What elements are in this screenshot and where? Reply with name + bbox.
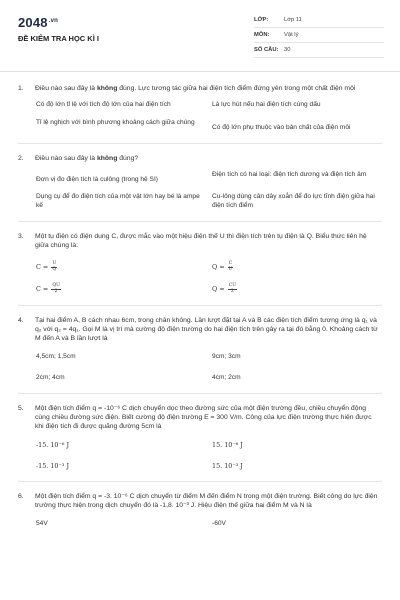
meta-subject (254, 30, 384, 43)
meta-class (254, 15, 384, 28)
logo-text: 2048 (18, 15, 48, 30)
answer-option-d[interactable]: 4cm; 2cm (212, 373, 241, 381)
answer-option-a[interactable]: 54V (36, 519, 48, 527)
question-6 (18, 492, 382, 529)
answer-option-b[interactable]: Q = $\frac{C}{U}$ (212, 261, 233, 272)
question-number: 3. (18, 232, 24, 240)
meta-count-value: 30 (284, 47, 291, 54)
answer-option-a[interactable]: Đơn vị đo điện tích là culông (trong hệ SI) (36, 176, 158, 184)
question-3 (18, 232, 382, 295)
logo-suffix: .vn (48, 17, 59, 24)
question-5 (18, 404, 382, 471)
answer-option-a[interactable]: -15. 10⁻⁶ J (36, 441, 70, 450)
answer-option-d[interactable]: Có độ lớn phụ thuộc vào bản chất của điện môi (212, 124, 351, 132)
answer-option-c[interactable]: 2cm; 4cm (36, 373, 65, 381)
question-number: 5. (18, 404, 24, 412)
question-text: Điều nào sau đây là không đúng. Lực tương tác giữa hai điện tích điểm đứng yên trong một chất điện môi (35, 85, 356, 92)
question-divider (18, 143, 382, 144)
answer-option-c[interactable]: Dụng cụ để đo điện tích của một vật lớn hay bé là ampe kế (36, 193, 200, 209)
question-text: Một tụ điện có điện dung C, được mắc vào một hiệu điện thế U thì điện tích trên tụ điện là Q. Biểu thức liên hệ giữa chúng là: (35, 232, 367, 249)
answer-option-c[interactable]: C = $\frac{QU}{2}$ (36, 283, 60, 294)
meta-class-value: Lớp 11 (284, 17, 302, 24)
answer-option-a[interactable]: Có độ lớn tỉ lệ với tích độ lớn của hai điện tích (36, 101, 171, 109)
meta-count-label: SỐ CÂU: (254, 47, 279, 54)
question-divider (18, 305, 382, 306)
question-divider (18, 481, 382, 482)
question-2 (18, 154, 382, 211)
answer-option-b[interactable]: -60V (212, 519, 226, 527)
question-text: Tại hai điểm A, B cách nhau 6cm, trong chân không. Lần lượt đặt tại A và B các điện tích điểm tương ứng là q₁ và q₂ với q₂ = 4q₁. Gọi M là vị trí mà cường độ điện trường do hai điện tích trên gây ra tại đó bằng 0. Khoảng cách từ M đến A và B lần lượt là (35, 316, 378, 342)
meta-subject-label: MÔN: (254, 32, 270, 39)
answer-option-a[interactable]: C = $\frac{U}{Q}$ (36, 261, 57, 272)
exam-meta (254, 15, 384, 60)
question-number: 4. (18, 316, 24, 324)
answer-option-d[interactable]: Cu-lông dùng cân dây xoắn để đo lực tĩnh điện giữa hai điện tích điểm (212, 193, 375, 209)
answer-option-b[interactable]: Điện tích có hai loại: điện tích dương và điện tích âm (212, 171, 367, 179)
question-1 (18, 84, 382, 133)
question-divider (18, 221, 382, 222)
meta-count (254, 45, 384, 58)
question-text: Điều nào sau đây là không đúng? (35, 154, 139, 162)
page-header (0, 0, 400, 72)
exam-title: ĐỀ KIỂM TRA HỌC KÌ I (18, 33, 99, 43)
answer-option-b[interactable]: 9cm; 3cm (212, 353, 241, 361)
question-list (0, 72, 400, 529)
answer-option-c[interactable]: -15. 10⁻³ J (36, 461, 70, 470)
answer-option-d[interactable]: Q = $\frac{CU}{2}$ (212, 283, 237, 294)
question-number: 6. (18, 492, 24, 500)
answer-option-c[interactable]: Tỉ lệ nghịch với bình phương khoảng cách giữa chúng (36, 119, 195, 127)
question-text: Một điện tích điểm q = -3. 10⁻⁶ C dịch chuyển từ điểm M đến điểm N trong một điện trường. Biết công do lực điện trường thực hiện trong dịch chuyển đó là -1,8. 10⁻³ J. Hiệu điện thế giữa hai điểm M và N là (35, 492, 378, 509)
answer-option-a[interactable]: 4,5cm; 1,5cm (36, 353, 76, 361)
answer-option-b[interactable]: Là lực hút nếu hai điện tích cùng dấu (212, 101, 321, 109)
meta-subject-value: Vật lý (284, 32, 299, 39)
meta-class-label: LỚP: (254, 17, 269, 24)
answer-option-b[interactable]: 15. 10⁻⁶ J (212, 441, 243, 450)
question-4 (18, 316, 382, 383)
question-divider (18, 393, 382, 394)
answer-option-d[interactable]: 15. 10⁻³ J (212, 461, 243, 470)
question-number: 2. (18, 154, 24, 162)
question-text: Một điện tích điểm q = -10⁻⁶ C dịch chuyển dọc theo đường sức của một điện trường đều, chiều chuyển động cùng chiều đường sức điện. Biết cường độ điện trường E = 300 V/m. Công của lực điện trường thực hiện được khi điện tích đi được quãng đường 5cm là (35, 404, 372, 431)
question-number: 1. (18, 85, 24, 92)
